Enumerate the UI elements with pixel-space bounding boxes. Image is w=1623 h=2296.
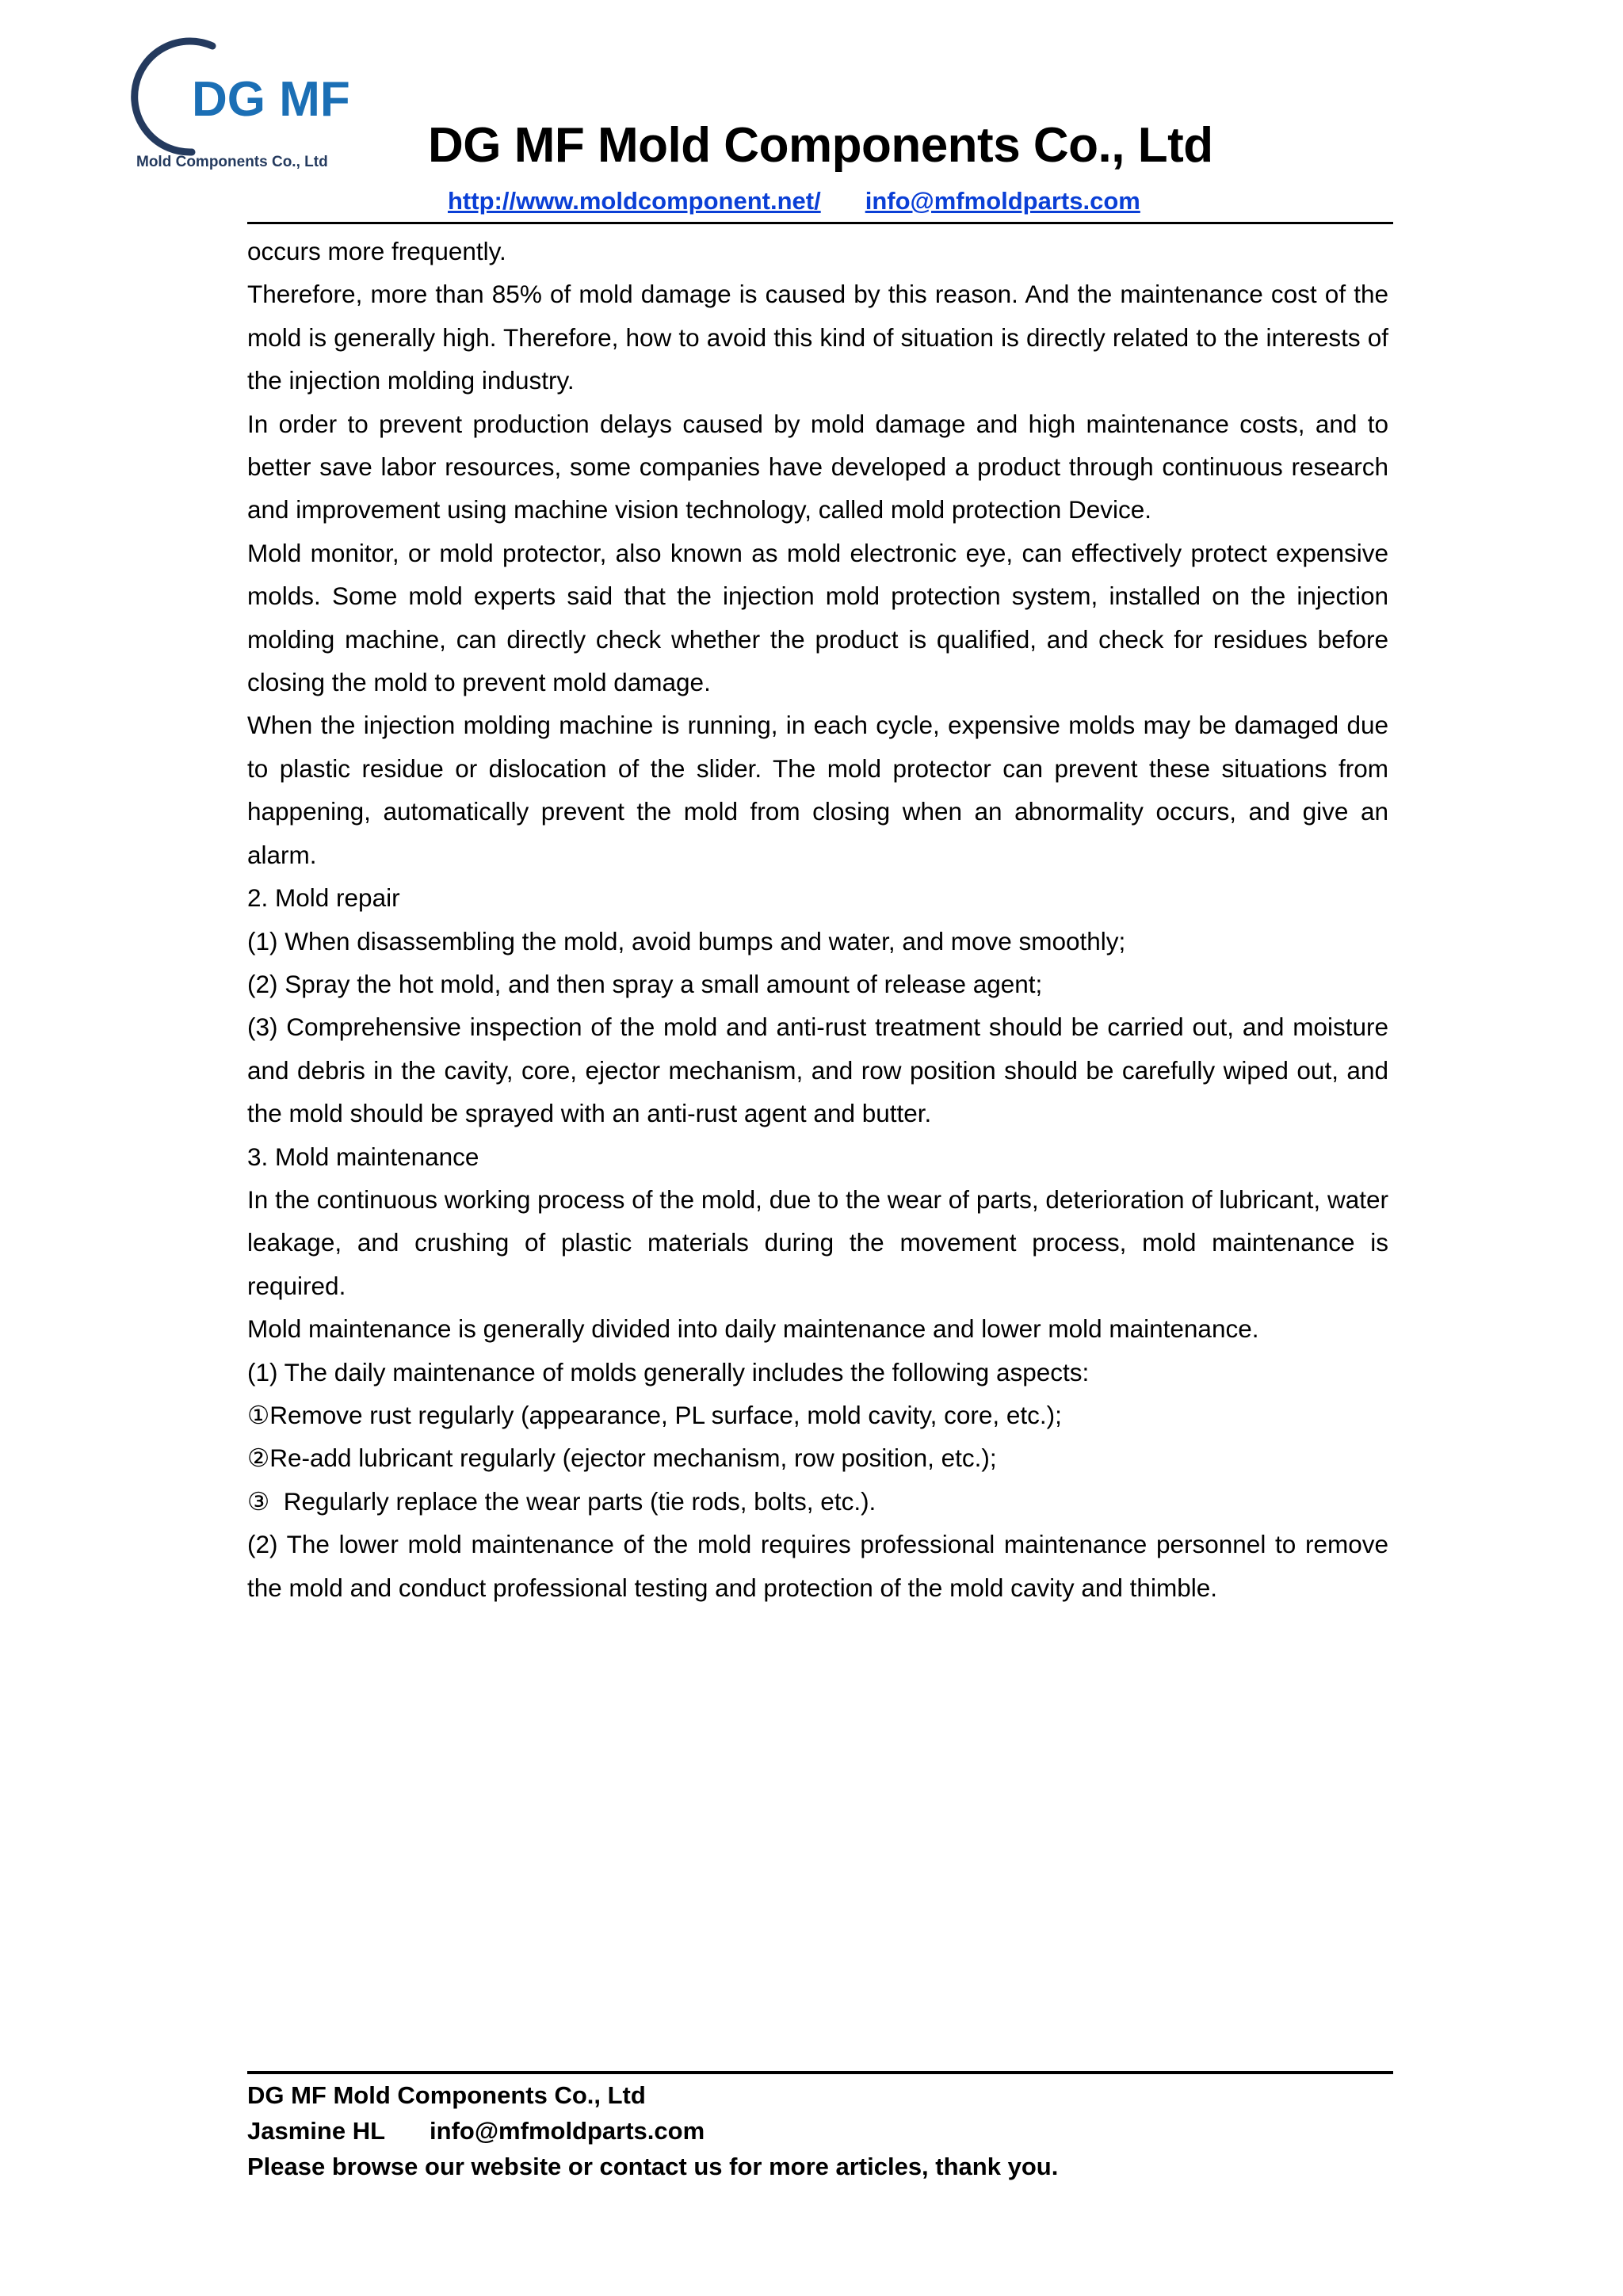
paragraph: Mold maintenance is generally divided into daily maintenance and lower mold maintenance. — [247, 1314, 1259, 1344]
email-link[interactable]: info@mfmoldparts.com — [865, 187, 1140, 215]
list-item: (1) The daily maintenance of molds generally includes the following aspects: — [247, 1357, 1090, 1386]
paragraph: In order to prevent production delays caused by mold damage and high maintenance costs, and to better save labor resources, some companies have developed a product through continuous research and improvement using machine vision technology, called mold protection Device. — [247, 409, 1388, 524]
article-body — [247, 230, 1388, 1609]
footer — [247, 2077, 1058, 2184]
footer-company: DG MF Mold Components Co., Ltd — [247, 2081, 646, 2109]
footer-note: Please browse our website or contact us for more articles, thank you. — [247, 2153, 1059, 2180]
logo-text-main: DG MF — [192, 72, 350, 127]
list-item: (2) The lower mold maintenance of the mold requires professional maintenance personnel to remove the mold and conduct professional testing and protection of the mold cavity and thimble. — [247, 1530, 1388, 1602]
logo-text-sub: Mold Components Co., Ltd — [136, 154, 328, 170]
paragraph: Mold monitor, or mold protector, also known as mold electronic eye, can effectively protect expensive molds. Some mold experts said that the injection mold protection system, installed on the injection molding machine, can directly check whether the product is qualified, and check for residues before closing the mold to prevent mold damage. — [247, 538, 1388, 697]
footer-contact-name: Jasmine HL — [247, 2117, 386, 2145]
paragraph: When the injection molding machine is running, in each cycle, expensive molds may be damaged due to plastic residue or dislocation of the slider. The mold protector can prevent these situations from happening, automatically prevent the mold from closing when an abnormality occurs, and give an alarm. — [247, 711, 1388, 869]
list-item: (2) Spray the hot mold, and then spray a small amount of release agent; — [247, 969, 1043, 998]
section-heading: 3. Mold maintenance — [247, 1142, 479, 1171]
list-item: (3) Comprehensive inspection of the mold and anti-rust treatment should be carried out, and moisture and debris in the cavity, core, ejector mechanism, and row position should be carefully wiped out, and the mold should be sprayed with an anti-rust agent and butter. — [247, 1013, 1388, 1128]
paragraph: Therefore, more than 85% of mold damage is caused by this reason. And the maintenance cost of the mold is generally high. Therefore, how to avoid this kind of situation is directly related to the interests of the injection molding industry. — [247, 280, 1388, 395]
list-item: ②Re-add lubricant regularly (ejector mechanism, row position, etc.); — [247, 1444, 997, 1473]
footer-divider — [247, 2071, 1393, 2074]
company-logo — [119, 32, 380, 182]
company-title: DG MF Mold Components Co., Ltd — [428, 118, 1213, 173]
list-item: ③ Regularly replace the wear parts (tie rods, bolts, etc.). — [247, 1486, 876, 1516]
list-item: (1) When disassembling the mold, avoid bumps and water, and move smoothly; — [247, 926, 1126, 955]
paragraph: In the continuous working process of the mold, due to the wear of parts, deterioration of lubricant, water leakage, and crushing of plastic materials during the movement process, mold maintenance is required. — [247, 1184, 1388, 1300]
section-heading: 2. Mold repair — [247, 883, 400, 913]
list-item: ①Remove rust regularly (appearance, PL surface, mold cavity, core, etc.); — [247, 1400, 1062, 1429]
paragraph: occurs more frequently. — [247, 237, 506, 265]
header-divider — [247, 222, 1393, 224]
footer-contact-email: info@mfmoldparts.com — [430, 2117, 705, 2145]
website-link[interactable]: http://www.moldcomponent.net/ — [448, 187, 821, 215]
header-links — [448, 187, 1140, 215]
footer-contact — [247, 2113, 1058, 2149]
